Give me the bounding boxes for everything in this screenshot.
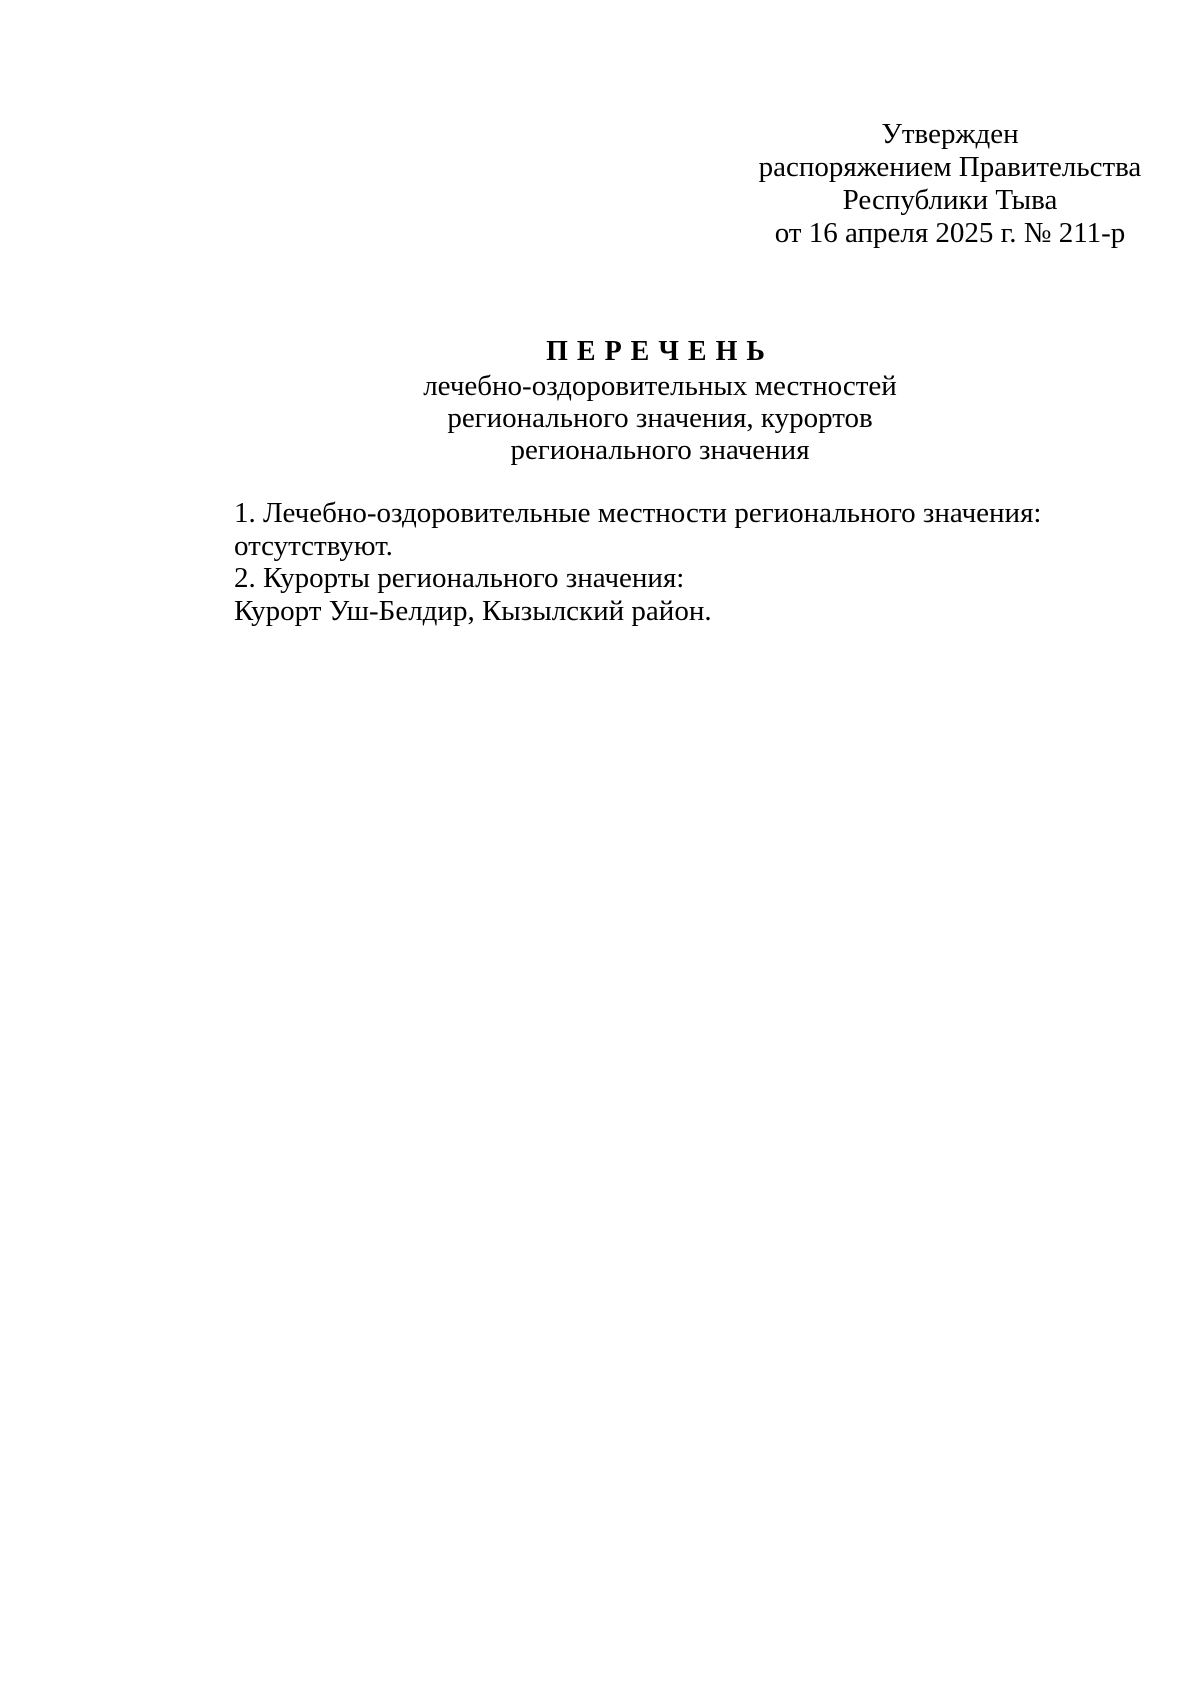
approval-line-approved: Утвержден (881, 118, 1019, 150)
document-title: ПЕРЕЧЕНЬ (546, 336, 774, 367)
document-body (234, 497, 1094, 627)
list-item-value: отсутствуют. (234, 529, 393, 562)
approval-line-date-number: от 16 апреля 2025 г. № 211-р (774, 217, 1126, 249)
list-item-value: Курорт Уш-Белдир, Кызылский район. (234, 594, 712, 627)
subtitle-line: лечебно-оздоровительных местностей (423, 370, 897, 402)
subtitle-line: регионального значения (510, 434, 810, 466)
document-heading (300, 334, 1020, 466)
approval-line-order: распоряжением Правительства (758, 151, 1142, 183)
list-item-heading: 2. Курорты регионального значения: (234, 562, 685, 594)
approval-line-republic: Республики Тыва (842, 184, 1058, 216)
approval-stamp-block (740, 118, 1160, 250)
document-subtitle (300, 370, 1020, 466)
subtitle-line: регионального значения, курортов (447, 402, 873, 434)
list-item-heading: 1. Лечебно-оздоровительные местности регионального значения: (234, 497, 1042, 529)
